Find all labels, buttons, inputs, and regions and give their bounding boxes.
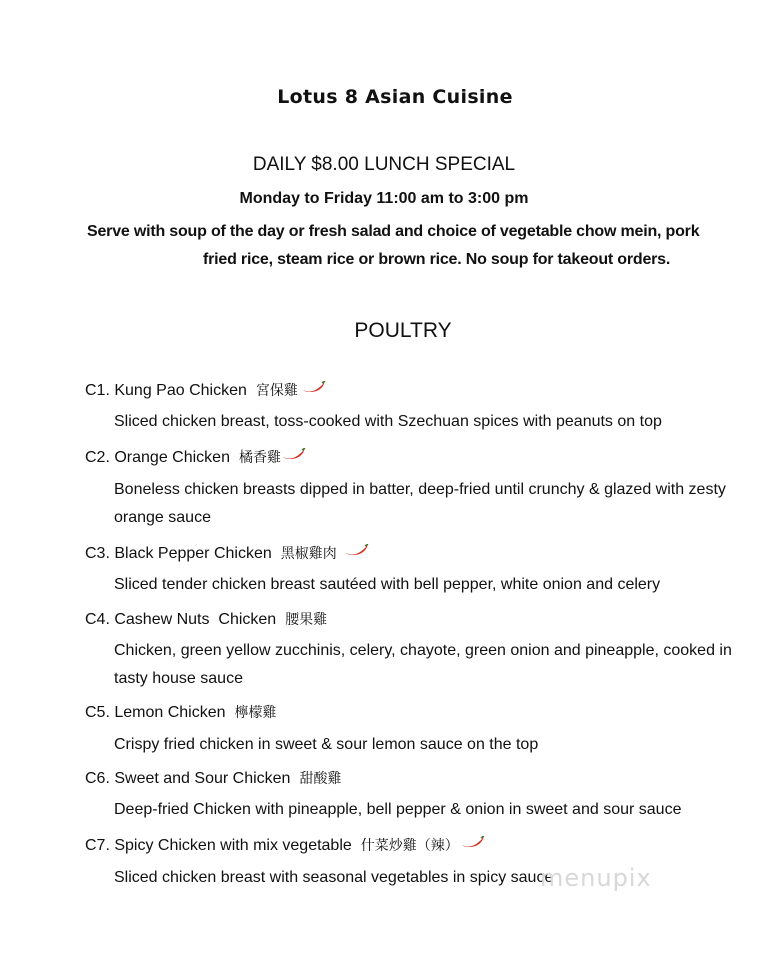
- menu-item-name: [85, 380, 326, 400]
- menu-item-description: Boneless chicken breasts dipped in batter, deep-fried until crunchy & glazed with zesty orange sauce: [114, 481, 726, 526]
- menu-item-name: [85, 835, 485, 855]
- item-chinese-name: 檸檬雞: [234, 705, 277, 721]
- item-chinese-name: 甜酸雞: [299, 771, 342, 787]
- lunch-special-title: DAILY $8.00 LUNCH SPECIAL: [252, 154, 516, 175]
- chili-pepper-icon: [282, 448, 306, 467]
- menu-item-name: [85, 768, 341, 788]
- chili-pepper-icon: [302, 381, 326, 400]
- menu-item-description: Crispy fried chicken in sweet & sour lemon sauce on the top: [114, 736, 539, 753]
- restaurant-name: Lotus 8 Asian Cuisine: [277, 86, 513, 108]
- item-title: C3. Black Pepper Chicken: [85, 545, 272, 562]
- item-title: C7. Spicy Chicken with mix vegetable: [85, 837, 352, 854]
- menupix-watermark: menupix: [540, 864, 652, 892]
- item-title: C4. Cashew Nuts Chicken: [85, 611, 277, 628]
- section-title: POULTRY: [354, 319, 452, 342]
- menu-item-description: Sliced chicken breast with seasonal vegetables in spicy sauce: [114, 869, 554, 886]
- item-title: C2. Orange Chicken: [85, 449, 230, 466]
- item-title: C1. Kung Pao Chicken: [85, 382, 247, 399]
- item-chinese-name: 宮保雞: [255, 383, 298, 399]
- special-hours: Monday to Friday 11:00 am to 3:00 pm: [239, 190, 529, 207]
- item-title: C6. Sweet and Sour Chicken: [85, 770, 291, 787]
- item-chinese-name: 腰果雞: [285, 612, 328, 628]
- item-chinese-name: 橘香雞: [238, 450, 281, 466]
- menu-item-name: [85, 702, 277, 722]
- menu-item-description: Sliced chicken breast, toss-cooked with Szechuan spices with peanuts on top: [114, 413, 662, 430]
- item-chinese-name: 黑椒雞肉: [280, 546, 337, 562]
- serve-note-line-2: fried rice, steam rice or brown rice. No soup for takeout orders.: [203, 251, 671, 268]
- menu-item-name: [85, 543, 369, 563]
- item-title: C5. Lemon Chicken: [85, 704, 226, 721]
- menu-item-name: [85, 447, 306, 467]
- serve-note-line-1: Serve with soup of the day or fresh salad and choice of vegetable chow mein, pork: [87, 223, 700, 240]
- menu-item-description: Chicken, green yellow zucchinis, celery, chayote, green onion and pineapple, cooked in tasty house sauce: [114, 642, 732, 687]
- item-chinese-name: 什菜炒雞（辣）: [360, 838, 459, 854]
- menu-item-description: Sliced tender chicken breast sautéed with bell pepper, white onion and celery: [114, 576, 661, 593]
- menu-item-description: Deep-fried Chicken with pineapple, bell pepper & onion in sweet and sour sauce: [114, 801, 682, 818]
- menu-item-name: [85, 609, 327, 629]
- chili-pepper-icon: [461, 836, 485, 855]
- chili-pepper-icon: [345, 544, 369, 563]
